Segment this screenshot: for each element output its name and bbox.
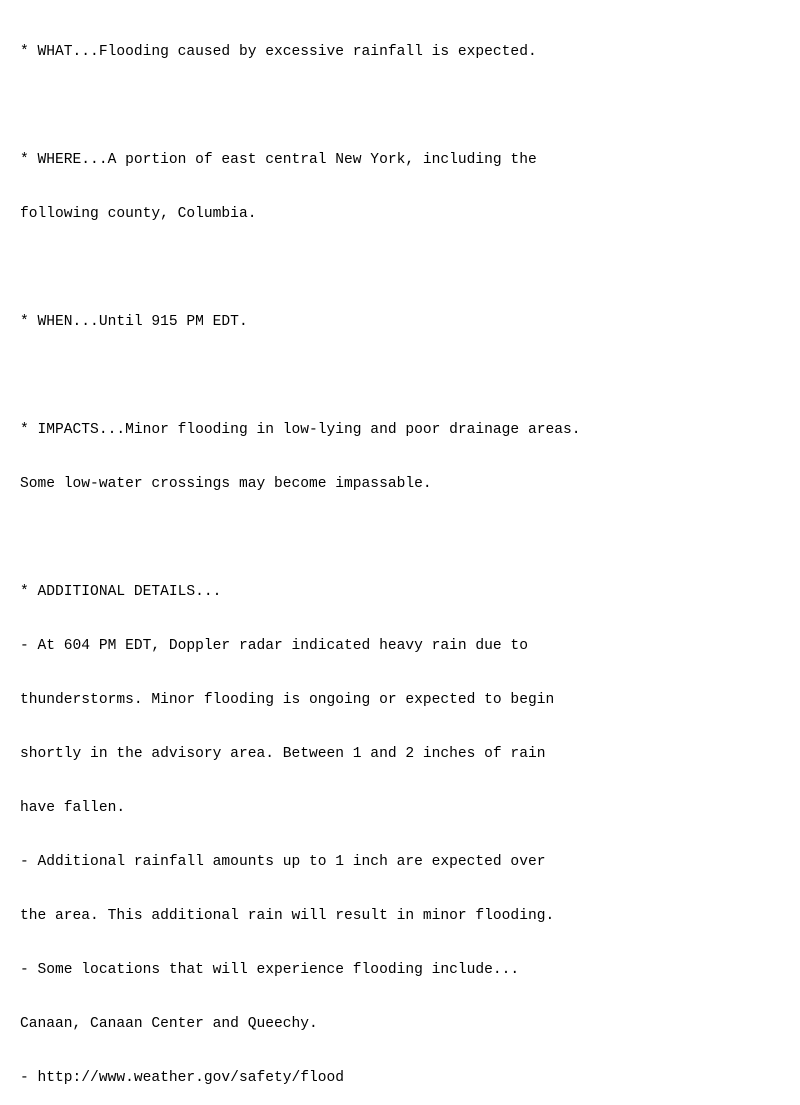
advisory-text-block: [20, 7, 581, 1105]
where-line: * WHERE...A portion of east central New York, including the: [20, 152, 537, 168]
blank-line: [20, 97, 581, 115]
where-line-cont: following county, Columbia.: [20, 206, 257, 222]
details-line: shortly in the advisory area. Between 1 and 2 inches of rain: [20, 746, 546, 762]
details-line: - Additional rainfall amounts up to 1 inch are expected over: [20, 854, 546, 870]
details-line: have fallen.: [20, 800, 126, 816]
additional-details-heading: * ADDITIONAL DETAILS...: [20, 584, 222, 600]
blank-line: [20, 259, 581, 277]
details-line: the area. This additional rain will result in minor flooding.: [20, 908, 555, 924]
impacts-line: * IMPACTS...Minor flooding in low-lying and poor drainage areas.: [20, 422, 581, 438]
what-line: * WHAT...Flooding caused by excessive rainfall is expected.: [20, 44, 537, 60]
blank-line: [20, 529, 581, 547]
blank-line: [20, 367, 581, 385]
locations-line: Canaan, Canaan Center and Queechy.: [20, 1016, 318, 1032]
safety-url-line: - http://www.weather.gov/safety/flood: [20, 1070, 345, 1086]
when-line: * WHEN...Until 915 PM EDT.: [20, 314, 248, 330]
impacts-line-cont: Some low-water crossings may become impassable.: [20, 476, 432, 492]
details-line: - Some locations that will experience flooding include...: [20, 962, 520, 978]
details-line: thunderstorms. Minor flooding is ongoing or expected to begin: [20, 692, 555, 708]
details-line: - At 604 PM EDT, Doppler radar indicated heavy rain due to: [20, 638, 528, 654]
